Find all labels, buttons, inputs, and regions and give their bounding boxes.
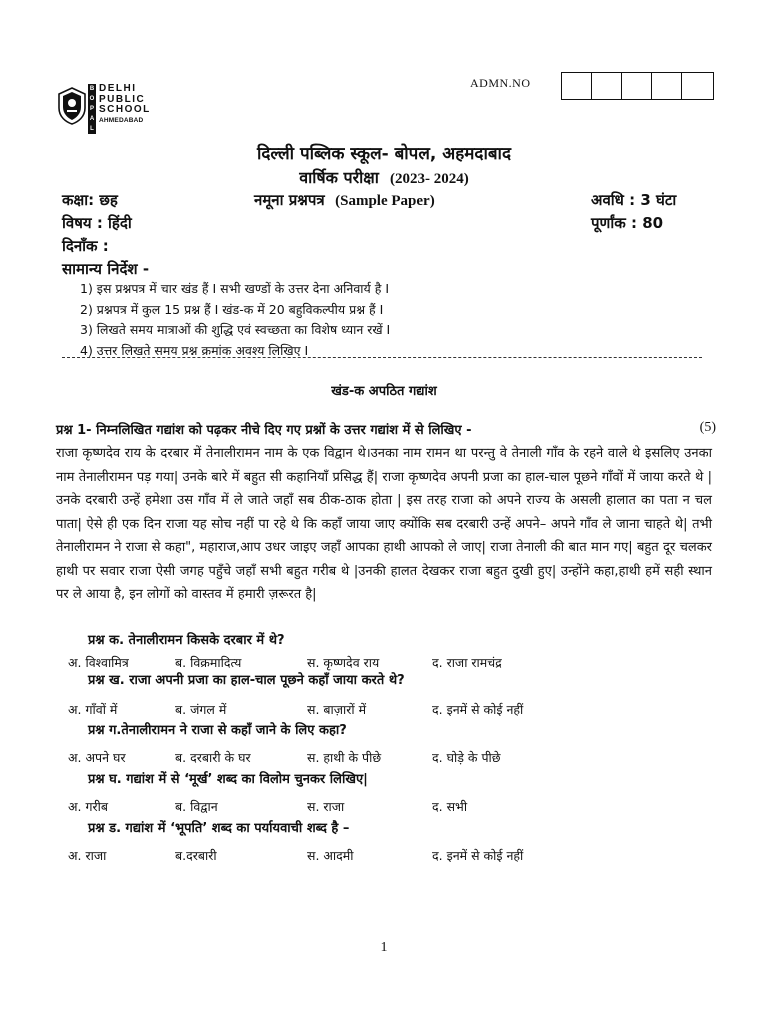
option[interactable]: अ. गाँवों में xyxy=(68,702,118,717)
dashed-divider xyxy=(62,357,702,358)
max-marks: पूर्णांक : 80 xyxy=(591,214,664,232)
option[interactable]: स. कृष्णदेव राय xyxy=(307,655,380,670)
option[interactable]: ब.दरबारी xyxy=(175,848,217,863)
school-emblem-icon xyxy=(56,86,88,126)
duration: अवधि : 3 घंटा xyxy=(591,191,677,209)
option[interactable]: अ. अपने घर xyxy=(68,750,126,765)
option[interactable]: स. आदमी xyxy=(307,848,354,863)
sub-question: प्रश्न ग.तेनालीरामन ने राजा से कहाँ जाने के लिए कहा? xyxy=(88,723,347,738)
option[interactable]: स. राजा xyxy=(307,799,345,814)
admission-digit-box[interactable] xyxy=(682,73,713,99)
logo-line-2: PUBLIC xyxy=(99,93,146,105)
exam-name: वार्षिक परीक्षा xyxy=(299,168,379,187)
instruction-item: 1) इस प्रश्नपत्र में चार खंड हैं I सभी खण्डों के उत्तर देना अनिवार्य है I xyxy=(80,281,390,296)
sub-question: प्रश्न क. तेनालीरामन किसके दरबार में थे? xyxy=(88,633,285,648)
admission-number-label: ADMN.NO xyxy=(470,76,531,90)
logo-line-3: SCHOOL xyxy=(99,104,151,115)
option[interactable]: द. घोड़े के पीछे xyxy=(432,750,501,765)
general-instructions-heading: सामान्य निर्देश - xyxy=(62,260,150,278)
section-heading: खंड-क अपठित गद्यांश xyxy=(331,384,437,399)
exam-year: (2023- 2024) xyxy=(390,171,469,187)
option[interactable]: अ. विश्वामित्र xyxy=(68,655,129,670)
admission-digit-box[interactable] xyxy=(652,73,682,99)
logo-text xyxy=(99,84,151,126)
logo-side-band: BOPAL xyxy=(89,86,95,132)
class-label: कक्षा: छह xyxy=(62,191,118,209)
instruction-item: 4) उत्तर लिखते समय प्रश्न क्रमांक अवश्य लिखिए I xyxy=(80,342,309,358)
sample-paper-hindi: नमूना प्रश्नपत्र xyxy=(254,191,325,209)
logo-city: AHMEDABAD xyxy=(99,116,144,124)
option[interactable]: द. इनमें से कोई नहीं xyxy=(432,848,524,863)
option[interactable]: ब. विक्रमादित्य xyxy=(175,655,242,670)
subject: विषय : हिंदी xyxy=(62,214,132,232)
question-1-marks: (5) xyxy=(699,420,716,435)
admission-digit-box[interactable] xyxy=(622,73,652,99)
unseen-passage xyxy=(56,442,712,607)
option[interactable]: अ. गरीब xyxy=(68,799,109,814)
option[interactable]: द. इनमें से कोई नहीं xyxy=(432,702,524,717)
exam-title xyxy=(0,166,768,188)
option[interactable]: ब. दरबारी के घर xyxy=(175,750,251,765)
sub-question: प्रश्न घ. गद्यांश में से ‘मूर्ख’ शब्द का विलोम चुनकर लिखिए| xyxy=(88,772,368,787)
option[interactable]: अ. राजा xyxy=(68,848,107,863)
option[interactable]: स. हाथी के पीछे xyxy=(307,750,382,765)
option[interactable]: ब. जंगल में xyxy=(175,702,227,717)
sample-paper-english: (Sample Paper) xyxy=(335,193,435,209)
sub-question: प्रश्न ड. गद्यांश में ‘भूपति’ शब्द का पर्यायवाची शब्द है – xyxy=(88,821,350,836)
school-name: दिल्ली पब्लिक स्कूल- बोपल, अहमदाबाद xyxy=(257,144,511,164)
admission-digit-box[interactable] xyxy=(562,73,592,99)
instruction-item: 3) लिखते समय मात्राओं की शुद्धि एवं स्वच्छता का विशेष ध्यान रखें I xyxy=(80,322,391,337)
sub-question: प्रश्न ख. राजा अपनी प्रजा का हाल-चाल पूछने कहाँ जाया करते थे? xyxy=(88,673,405,688)
logo-line-1: DELHI xyxy=(99,83,137,94)
option[interactable]: द. सभी xyxy=(432,799,468,814)
school-logo xyxy=(56,84,166,134)
instructions-list xyxy=(80,279,390,361)
question-1-title xyxy=(56,420,716,438)
sample-paper-label xyxy=(254,190,435,210)
date-label: दिनाँक : xyxy=(62,237,109,255)
admission-digit-box[interactable] xyxy=(592,73,622,99)
page-number: 1 xyxy=(380,940,388,955)
admission-number-boxes[interactable] xyxy=(561,72,714,100)
option[interactable]: ब. विद्वान xyxy=(175,799,218,814)
passage-text: राजा कृष्णदेव राय के दरबार में तेनालीरामन नाम के एक विद्वान थे।उनका नाम रामन था परन्तु वे तेनाली गाँव के रहने वाले थे इसलिए उनका नाम तेनालीरामन पड़ गया| उनके बारे में बहुत सी कहानियाँ प्रसिद्ध हैं| राजा कृष्णदेव अपनी प्रजा का हाल-चाल पूछने गाँवों में जाया करते थे |उनके दरबारी उन्हें हमेशा उस गाँव में ले जाते जहाँ सब ठीक-ठाक होता | इस तरह राजा को अपने राज्य के असली हालात का पता न चल पाता| ऐसे ही एक दिन राजा यह सोच नहीं पा रहे थे कि कहाँ जाया जाए क्योंकि सब दरबारी उन्हें अपने– अपने गाँव ले जाना चाहते थे| तभी तेनालीरामन ने राजा से कहा", महाराज,आप उधर जाइए जहाँ आपका हाथी आपको ले जाए| राजा तेनाली की बात मान गए| बहुत दूर चलकर हाथी पर सवार राजा ऐसी जगह पहुँचे जहाँ सभी बहुत गरीब थे |उनकी हालत देखकर राजा बहुत दुखी हुए| उन्होंने कहा,हाथी हमें सही स्थान पर ले आया है, इन लोगों को वास्तव में हमारी ज़रूरत है| xyxy=(56,446,712,602)
option[interactable]: द. राजा रामचंद्र xyxy=(432,655,502,670)
option[interactable]: स. बाज़ारों में xyxy=(307,702,367,717)
question-1-text: प्रश्न 1- निम्नलिखित गद्यांश को पढ़कर नीचे दिए गए प्रश्नों के उत्तर गद्यांश में से लिखिए - xyxy=(56,423,472,438)
instruction-item: 2) प्रश्नपत्र में कुल 15 प्रश्न हैं I खंड-क में 20 बहुविकल्पीय प्रश्न हैं I xyxy=(80,301,384,317)
